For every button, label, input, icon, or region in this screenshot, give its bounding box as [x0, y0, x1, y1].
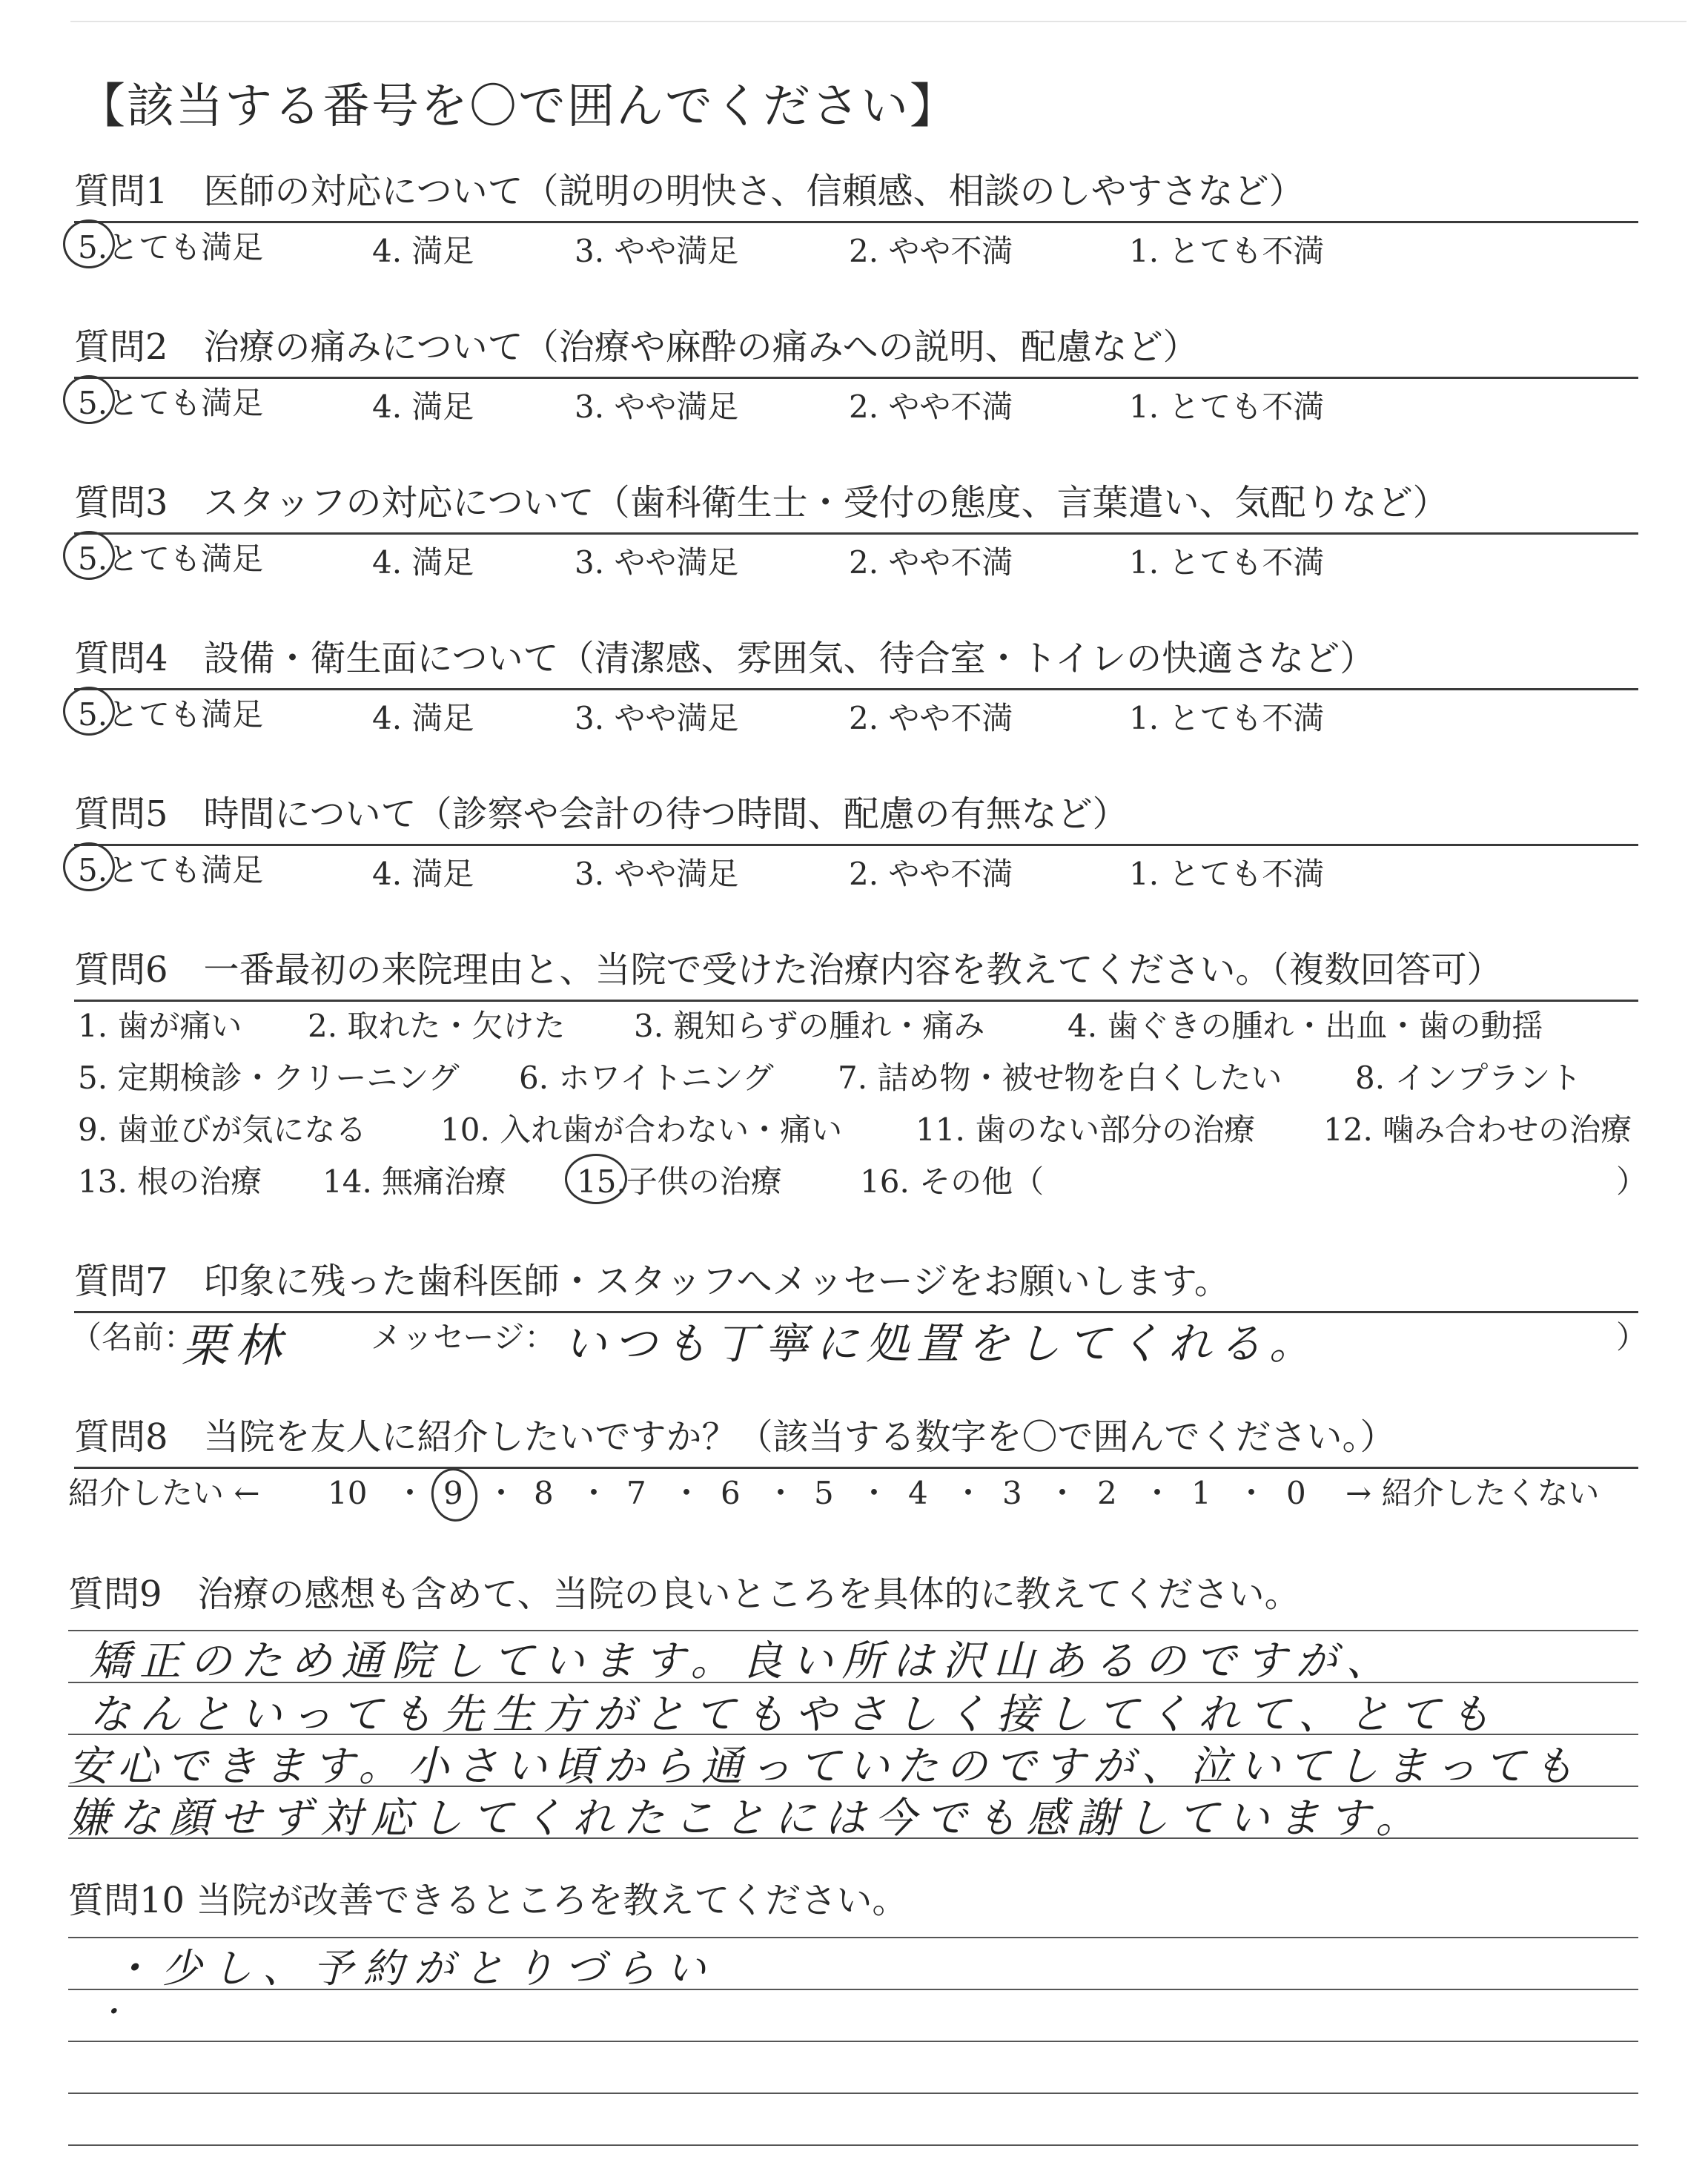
question-6-label: 質問6 一番最初の来院理由と、当院で受けた治療内容を教えてください。（複数回答可） [74, 949, 1503, 991]
q8-scale-sep: ・ [953, 1475, 984, 1511]
q8-scale-sep: ・ [578, 1475, 610, 1511]
q7-name-value[interactable]: 栗林 [182, 1318, 289, 1373]
q10-line-rule [68, 2041, 1638, 2042]
q8-scale-sep: ・ [671, 1475, 703, 1511]
q6-option-10[interactable]: 10. 入れ歯が合わない・痛い [440, 1112, 843, 1148]
q4-option-2[interactable]: 2. やや不満 [849, 700, 1013, 736]
q5-answer-circle [63, 842, 115, 891]
q8-scale-sep: ・ [1142, 1475, 1174, 1511]
q6-option-11[interactable]: 11. 歯のない部分の治療 [916, 1112, 1256, 1148]
q8-left-label: 紹介したい ← [68, 1475, 260, 1511]
q8-scale-4[interactable]: 4 [908, 1475, 928, 1511]
q5-option-5[interactable]: 5.とても満足 [78, 852, 264, 888]
q8-scale-sep: ・ [394, 1475, 426, 1511]
q8-scale-0[interactable]: 0 [1286, 1475, 1306, 1511]
q2-option-1[interactable]: 1. とても不満 [1129, 389, 1325, 425]
q6-option-15[interactable]: 15.子供の治療 [577, 1163, 782, 1200]
q7-name-label: （名前： [70, 1319, 196, 1355]
q3-option-2[interactable]: 2. やや不満 [849, 544, 1013, 581]
q9-answer-line-3[interactable]: 安心できます。小さい頃から通っていたのですが、泣いてしまっても [68, 1743, 1582, 1791]
q7-close-paren: ） [1616, 1319, 1648, 1355]
q9-answer-line-2[interactable]: なんといっても先生方がとてもやさしく接してくれて、とても [89, 1691, 1500, 1739]
q2-answer-circle [63, 375, 115, 424]
q6-option-3[interactable]: 3. 親知らずの腫れ・痛み [634, 1008, 985, 1044]
question-3-label: 質問3 スタッフの対応について（歯科衛生士・受付の態度、言葉遣い、気配りなど） [74, 482, 1449, 524]
q9-answer-line-4[interactable]: 嫌な顔せず対応してくれたことには今でも感謝しています。 [68, 1794, 1426, 1843]
q8-scale-10[interactable]: 10 [328, 1475, 368, 1511]
q6-option-8[interactable]: 8. インプラント [1355, 1060, 1582, 1096]
q5-option-1[interactable]: 1. とても不満 [1129, 856, 1325, 892]
q8-scale-6[interactable]: 6 [721, 1475, 741, 1511]
question-2-rule [74, 377, 1638, 379]
q6-option-9[interactable]: 9. 歯並びが気になる [78, 1112, 367, 1148]
question-6-rule [74, 1000, 1638, 1002]
q1-option-4[interactable]: 4. 満足 [372, 233, 474, 269]
question-1-label: 質問1 医師の対応について（説明の明快さ、信頼感、相談のしやすさなど） [74, 171, 1305, 212]
page-title: 【該当する番号を〇で囲んでください】 [78, 79, 959, 134]
q2-option-5[interactable]: 5.とても満足 [78, 385, 264, 421]
question-3-rule [74, 532, 1638, 535]
q6-answer-circle [565, 1154, 627, 1204]
q5-option-4[interactable]: 4. 満足 [372, 856, 474, 892]
q8-scale-5[interactable]: 5 [814, 1475, 834, 1511]
q1-answer-circle [63, 219, 115, 268]
question-8-rule [74, 1467, 1638, 1469]
question-8-label: 質問8 当院を友人に紹介したいですか？（該当する数字を〇で囲んでください。） [74, 1416, 1396, 1458]
q6-option-4[interactable]: 4. 歯ぐきの腫れ・出血・歯の動揺 [1068, 1008, 1543, 1044]
question-9-label: 質問9 治療の感想も含めて、当院の良いところを具体的に教えてください。 [68, 1573, 1300, 1615]
q10-answer-line-2[interactable]: ・ [96, 1995, 133, 2029]
q2-option-4[interactable]: 4. 満足 [372, 389, 474, 425]
q6-option-7[interactable]: 7. 詰め物・被せ物を白くしたい [838, 1060, 1282, 1096]
q4-option-4[interactable]: 4. 満足 [372, 700, 474, 736]
question-1-rule [74, 221, 1638, 223]
q8-scale-sep: ・ [1236, 1475, 1268, 1511]
q8-scale-sep: ・ [858, 1475, 890, 1511]
question-4-label: 質問4 設備・衛生面について（清潔感、雰囲気、待合室・トイレの快適さなど） [74, 638, 1376, 679]
q8-scale-sep: ・ [486, 1475, 517, 1511]
q8-scale-sep: ・ [765, 1475, 797, 1511]
q5-option-3[interactable]: 3. やや満足 [575, 856, 739, 892]
q1-option-2[interactable]: 2. やや不満 [849, 233, 1013, 269]
q7-message-value[interactable]: いつも丁寧に処置をしてくれる。 [563, 1318, 1320, 1369]
q6-option-2[interactable]: 2. 取れた・欠けた [308, 1008, 566, 1044]
q8-scale-8[interactable]: 8 [534, 1475, 554, 1511]
q8-scale-7[interactable]: 7 [626, 1475, 646, 1511]
q6-option-1[interactable]: 1. 歯が痛い [78, 1008, 242, 1044]
q8-scale-9[interactable]: 9 [443, 1475, 463, 1511]
q8-scale-sep: ・ [1047, 1475, 1079, 1511]
q10-answer-line-1[interactable]: ・少し、予約がとりづらい [111, 1945, 716, 1992]
q5-option-2[interactable]: 2. やや不満 [849, 856, 1013, 892]
q6-option-14[interactable]: 14. 無痛治療 [322, 1163, 507, 1200]
question-2-label: 質問2 治療の痛みについて（治療や麻酔の痛みへの説明、配慮など） [74, 326, 1199, 368]
q1-option-5[interactable]: 5.とても満足 [78, 229, 264, 265]
q4-option-1[interactable]: 1. とても不満 [1129, 700, 1325, 736]
q4-option-3[interactable]: 3. やや満足 [575, 700, 739, 736]
q8-answer-circle [427, 1464, 482, 1525]
q4-option-5[interactable]: 5.とても満足 [78, 696, 264, 733]
q6-option-13[interactable]: 13. 根の治療 [78, 1163, 262, 1200]
q6-option-12[interactable]: 12. 噛み合わせの治療 [1323, 1112, 1632, 1148]
q3-option-5[interactable]: 5.とても満足 [78, 541, 264, 577]
question-7-label: 質問7 印象に残った歯科医師・スタッフへメッセージをお願いします。 [74, 1261, 1230, 1302]
q1-option-1[interactable]: 1. とても不満 [1129, 233, 1325, 269]
top-edge-line [70, 21, 1687, 22]
question-5-rule [74, 844, 1638, 846]
q10-line-rule [68, 2093, 1638, 2094]
q8-scale-1[interactable]: 1 [1191, 1475, 1211, 1511]
question-5-label: 質問5 時間について（診察や会計の待つ時間、配慮の有無など） [74, 793, 1128, 835]
q3-option-1[interactable]: 1. とても不満 [1129, 544, 1325, 581]
q9-answer-line-1[interactable]: 矯正のため通院しています。良い所は沢山あるのですが、 [89, 1637, 1397, 1685]
q2-option-3[interactable]: 3. やや満足 [575, 389, 739, 425]
q3-option-3[interactable]: 3. やや満足 [575, 544, 739, 581]
q10-line-rule [68, 2144, 1638, 2146]
question-10-label: 質問10 当院が改善できるところを教えてください。 [68, 1880, 908, 1921]
q6-option-5[interactable]: 5. 定期検診・クリーニング [78, 1060, 460, 1096]
q1-option-3[interactable]: 3. やや満足 [575, 233, 739, 269]
q8-scale-3[interactable]: 3 [1002, 1475, 1022, 1511]
q4-answer-circle [63, 687, 115, 736]
q6-option-16[interactable]: 16. その他（ [860, 1163, 1045, 1200]
q3-option-4[interactable]: 4. 満足 [372, 544, 474, 581]
question-4-rule [74, 688, 1638, 690]
q3-answer-circle [63, 531, 115, 580]
q8-right-label: → 紹介したくない [1345, 1475, 1600, 1511]
q6-option-6[interactable]: 6. ホワイトニング [519, 1060, 774, 1096]
q8-scale-2[interactable]: 2 [1097, 1475, 1117, 1511]
q2-option-2[interactable]: 2. やや不満 [849, 389, 1013, 425]
q6-other-close-paren: ） [1616, 1163, 1648, 1200]
q7-message-label: メッセージ： [371, 1319, 556, 1355]
